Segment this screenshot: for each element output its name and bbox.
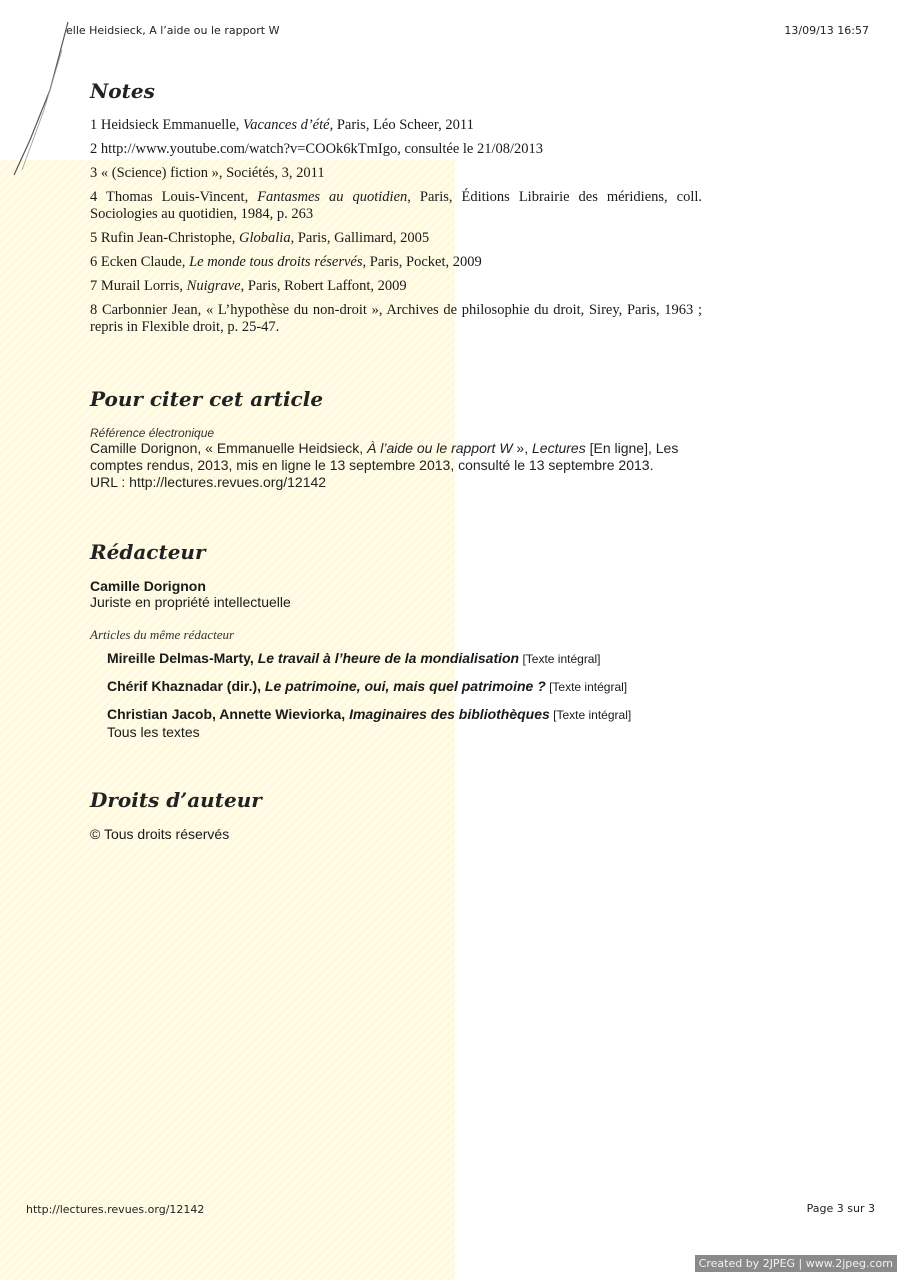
author-role: Juriste en propriété intellectuelle [90,594,291,610]
header-title: elle Heidsieck, A l’aide ou le rapport W [66,24,280,37]
notes-list [90,117,702,343]
header-timestamp: 13/09/13 16:57 [784,24,869,37]
rights-heading: Droits d’auteur [90,788,262,812]
note-text: 6 Ecken Claude, [90,254,190,270]
note-text: , Paris, Robert Laffont, 2009 [240,278,407,294]
notes-heading: Notes [90,79,155,103]
note-item [90,141,702,158]
note-item [90,117,702,134]
note-item [90,302,702,336]
article-item[interactable] [107,678,707,696]
redacteur-heading: Rédacteur [90,540,206,564]
note-title: Vacances d’été [243,117,330,133]
citation-url[interactable]: URL : http://lectures.revues.org/12142 [90,474,327,490]
note-text: , Paris, Gallimard, 2005 [290,230,430,246]
all-texts-link[interactable]: Tous les textes [107,724,200,740]
citation-book-title: À l’aide ou le rapport W [367,440,513,456]
note-text: , Paris, Pocket, 2009 [362,254,482,270]
article-author[interactable]: Mireille Delmas-Marty, [107,650,258,666]
article-item[interactable] [107,706,707,724]
note-text: 2 http://www.youtube.com/watch?v=COOk6kTmIgo, consultée le 21/08/2013 [90,141,544,157]
full-text-link[interactable]: [Texte intégral] [549,708,632,722]
scan-artifact-icon [10,20,70,180]
article-title[interactable]: Le patrimoine, oui, mais quel patrimoine ? [264,678,546,694]
note-title: Le monde tous droits réservés [189,254,363,270]
rights-text: © Tous droits réservés [90,826,230,842]
citation-part: [En ligne], Les comptes rendus, 2013, mis en ligne le 13 septembre 2013, consulté le 13 septembre 2013. [90,440,679,473]
note-item [90,254,702,271]
article-item[interactable] [107,650,707,668]
note-title: Globalia [239,230,291,246]
footer-page-number: Page 3 sur 3 [806,1202,875,1215]
citation-text [90,440,702,491]
citation-journal[interactable]: Lectures [532,440,586,456]
note-text: 1 Heidsieck Emmanuelle, [90,117,244,133]
article-title[interactable]: Imaginaires des bibliothèques [349,706,550,722]
citation-block [90,426,702,491]
article-title[interactable]: Le travail à l’heure de la mondialisation [257,650,520,666]
note-text: 5 Rufin Jean-Christophe, [90,230,240,246]
note-text: 7 Murail Lorris, [90,278,187,294]
full-text-link[interactable]: [Texte intégral] [545,680,628,694]
note-text: , Paris, Léo Scheer, 2011 [329,117,474,133]
citation-heading: Pour citer cet article [90,387,324,411]
note-text: , Paris, Éditions Librairie des méridiens, coll. Sociologies au quotidien, 1984, p. 263 [90,189,702,222]
author-name[interactable]: Camille Dorignon [90,578,206,594]
note-title: Fantasmes au quotidien [257,189,408,205]
footer-url: http://lectures.revues.org/12142 [26,1203,205,1216]
note-text: 3 « (Science) fiction », Sociétés, 3, 2011 [90,165,325,181]
citation-label: Référence électronique [90,426,215,440]
articles-list [107,650,707,740]
note-text: 8 Carbonnier Jean, « L’hypothèse du non-droit », Archives de philosophie du droit, Sirey, Paris, 1963 ; repris in Flexible droit, p. 25-47. [90,302,702,335]
watermark: Created by 2JPEG | www.2jpeg.com [695,1255,897,1272]
articles-label: Articles du même rédacteur [90,627,235,642]
citation-part: », [512,440,533,456]
article-author[interactable]: Chérif Khaznadar (dir.), [107,678,265,694]
note-item [90,165,702,182]
note-item [90,278,702,295]
citation-part: Camille Dorignon, « Emmanuelle Heidsieck, [90,440,368,456]
note-item [90,230,702,247]
note-text: 4 Thomas Louis-Vincent, [90,189,258,205]
article-author[interactable]: Christian Jacob, Annette Wieviorka, [107,706,350,722]
full-text-link[interactable]: [Texte intégral] [519,652,601,666]
note-item [90,189,702,223]
note-title: Nuigrave [186,278,241,294]
author-block [90,578,702,610]
